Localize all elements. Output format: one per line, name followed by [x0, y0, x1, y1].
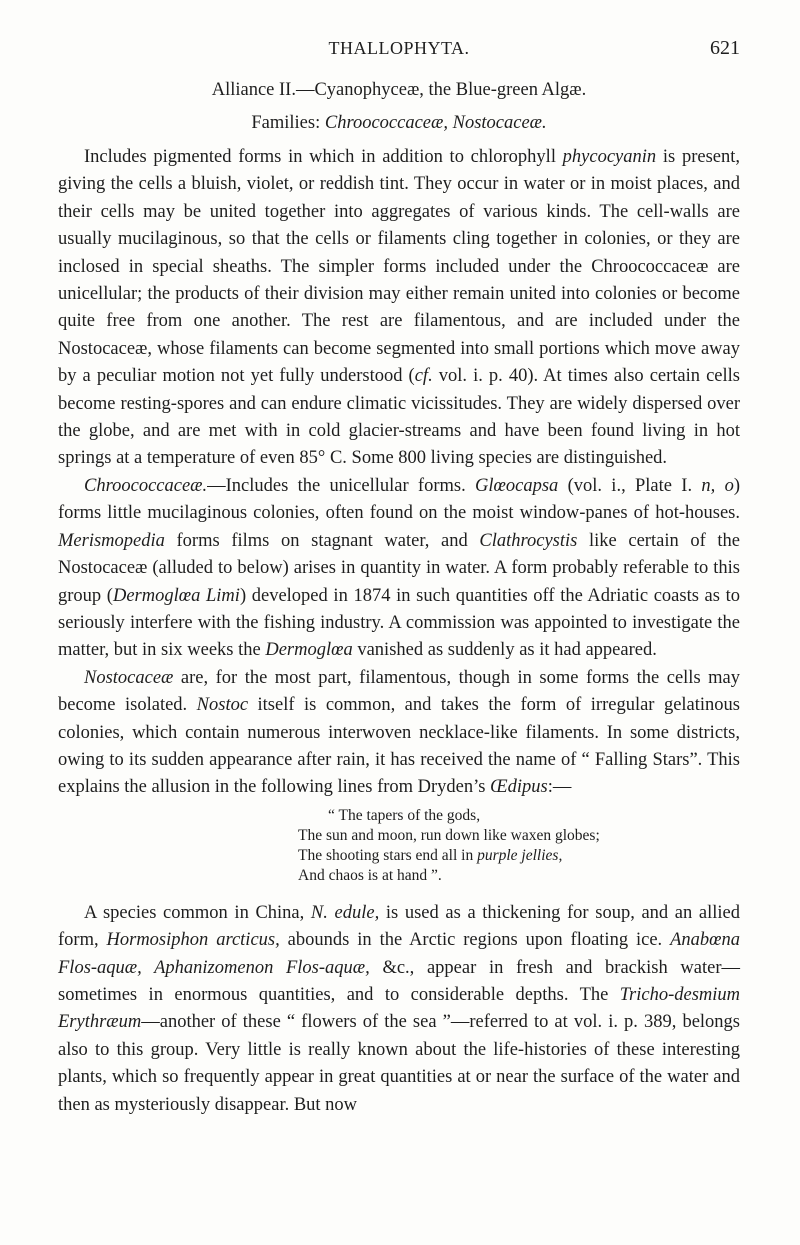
text-run: forms films on stagnant water, and	[164, 530, 480, 551]
intro-paragraph	[58, 144, 740, 473]
italic-run: N. edule,	[310, 902, 380, 923]
italic-run: Chroococcaceæ.	[84, 475, 208, 496]
italic-run: Anabœna Flos-aquæ, Aphanizomenon Flos-aquæ,	[58, 930, 740, 978]
family-nostocaceae: Nostocaceæ.	[452, 113, 547, 133]
poem-line: The sun and moon, run down like waxen globes;	[298, 826, 600, 844]
text-run: Includes pigmented forms in which in addition to chlorophyll	[84, 147, 563, 167]
nostocaceae-paragraph	[58, 665, 740, 802]
text-run: like certain of the Nostocaceæ (alluded to below) arises in quantity in water. A form probably referable to this group (	[58, 530, 740, 606]
family-chroococcaceae: Chroococcaceæ,	[324, 113, 448, 133]
text-run: A species common in China,	[84, 902, 311, 923]
italic-run: purple jellies,	[477, 846, 563, 864]
italic-run: Tricho-desmium Erythræum	[58, 984, 740, 1033]
text-run: The shooting stars end all in	[298, 846, 478, 864]
text-run: itself is common, and takes the form of irregular gelatinous colonies, which contain numerous interwoven necklace-like filaments. In some districts, owing to its sudden appearance after rain, it has received the name of “ Falling Stars”. This explains the allusion in the following lines from Dryden’s	[58, 695, 740, 798]
page-number: 621	[710, 37, 740, 59]
text-run: vanished as suddenly as it had appeared.	[352, 640, 657, 661]
text-run: is used as a thickening for soup, and an allied form,	[58, 902, 740, 951]
text-run: ) forms little mucilaginous colonies, often found on the moist window-panes of hot-houses.	[58, 475, 740, 524]
chroococcaceae-paragraph	[58, 473, 740, 665]
text-run: &c., appear in fresh and brackish water—sometimes in enormous quantities, and to considerable depths. The	[58, 957, 740, 1005]
italic-run: Glœocapsa	[475, 475, 559, 496]
text-run: abounds in the Arctic regions upon floating ice.	[279, 930, 671, 951]
italic-run: Hormosiphon arcticus,	[106, 930, 280, 951]
families-prefix: Families:	[251, 113, 325, 133]
text-run: ) developed in 1874 in such quantities off the Adriatic coasts as to seriously interfere with the fishing industry. A commission was appointed to investigate the matter, but in six weeks the	[58, 585, 741, 661]
italic-run: Œdipus	[490, 777, 548, 798]
text-run: are, for the most part, filamentous, though in some forms the cells may become isolated.	[58, 667, 740, 716]
italic-run: Dermoglœa Limi	[112, 585, 240, 606]
dryden-quotation	[298, 806, 740, 886]
text-run: —Includes the unicellular forms.	[207, 475, 476, 496]
text-run: is present, giving the cells a bluish, violet, or reddish tint. They occur in water or in moist places, and their cells may be united together into aggregates of various kinds. The cell-walls are usually mucilaginous, so that the cells or filaments cling together in colonies, or they are inclosed in special sheaths. The simpler forms included under the Chroococcaceæ are unicellular; the products of their division may either remain united into colonies or become quite free from one another. The rest are filamentous, and are included under the Nostocaceæ, whose filaments can become segmented into small portions which move away by a peculiar motion not yet fully understood (	[58, 147, 740, 387]
italic-run: cf.	[414, 366, 433, 387]
families-heading	[58, 107, 740, 140]
text-run: (vol. i., Plate I.	[558, 475, 702, 496]
text-run: —another of these “ flowers of the sea ”—referred to at vol. i. p. 389, belongs also to this group. Very little is really known about the life-histories of these interesting plants, which so frequently appear in great quantities at or near the surface of the water and then as mysteriously disappear. But now	[58, 1012, 740, 1115]
poem-line: “ The tapers of the gods,	[328, 806, 481, 824]
poem-line	[298, 846, 740, 866]
final-paragraph	[58, 900, 740, 1119]
italic-run: n, o	[701, 475, 734, 496]
text-run: :—	[547, 777, 572, 798]
running-title: THALLOPHYTA.	[328, 38, 470, 58]
text-run: vol. i. p. 40). At times also certain cells become resting-spores and can endure climatic vicissitudes. They are widely dispersed over the globe, and are met with in cold glacier-streams and have been found living in hot springs at a temperature of even 85° C. Some 800 living species are distinguished.	[58, 366, 740, 469]
italic-run: Dermoglœa	[265, 640, 353, 661]
italic-run: Merismopedia	[58, 530, 165, 551]
italic-run: Nostocaceæ	[84, 667, 174, 688]
alliance-heading: Alliance II.—Cyanophyceæ, the Blue-green Algæ.	[211, 80, 587, 100]
italic-run: Clathrocystis	[479, 530, 578, 551]
italic-run: Nostoc	[196, 695, 249, 716]
italic-run: phycocyanin	[562, 147, 657, 167]
running-head	[58, 0, 740, 64]
poem-line: And chaos is at hand ”.	[298, 866, 442, 884]
